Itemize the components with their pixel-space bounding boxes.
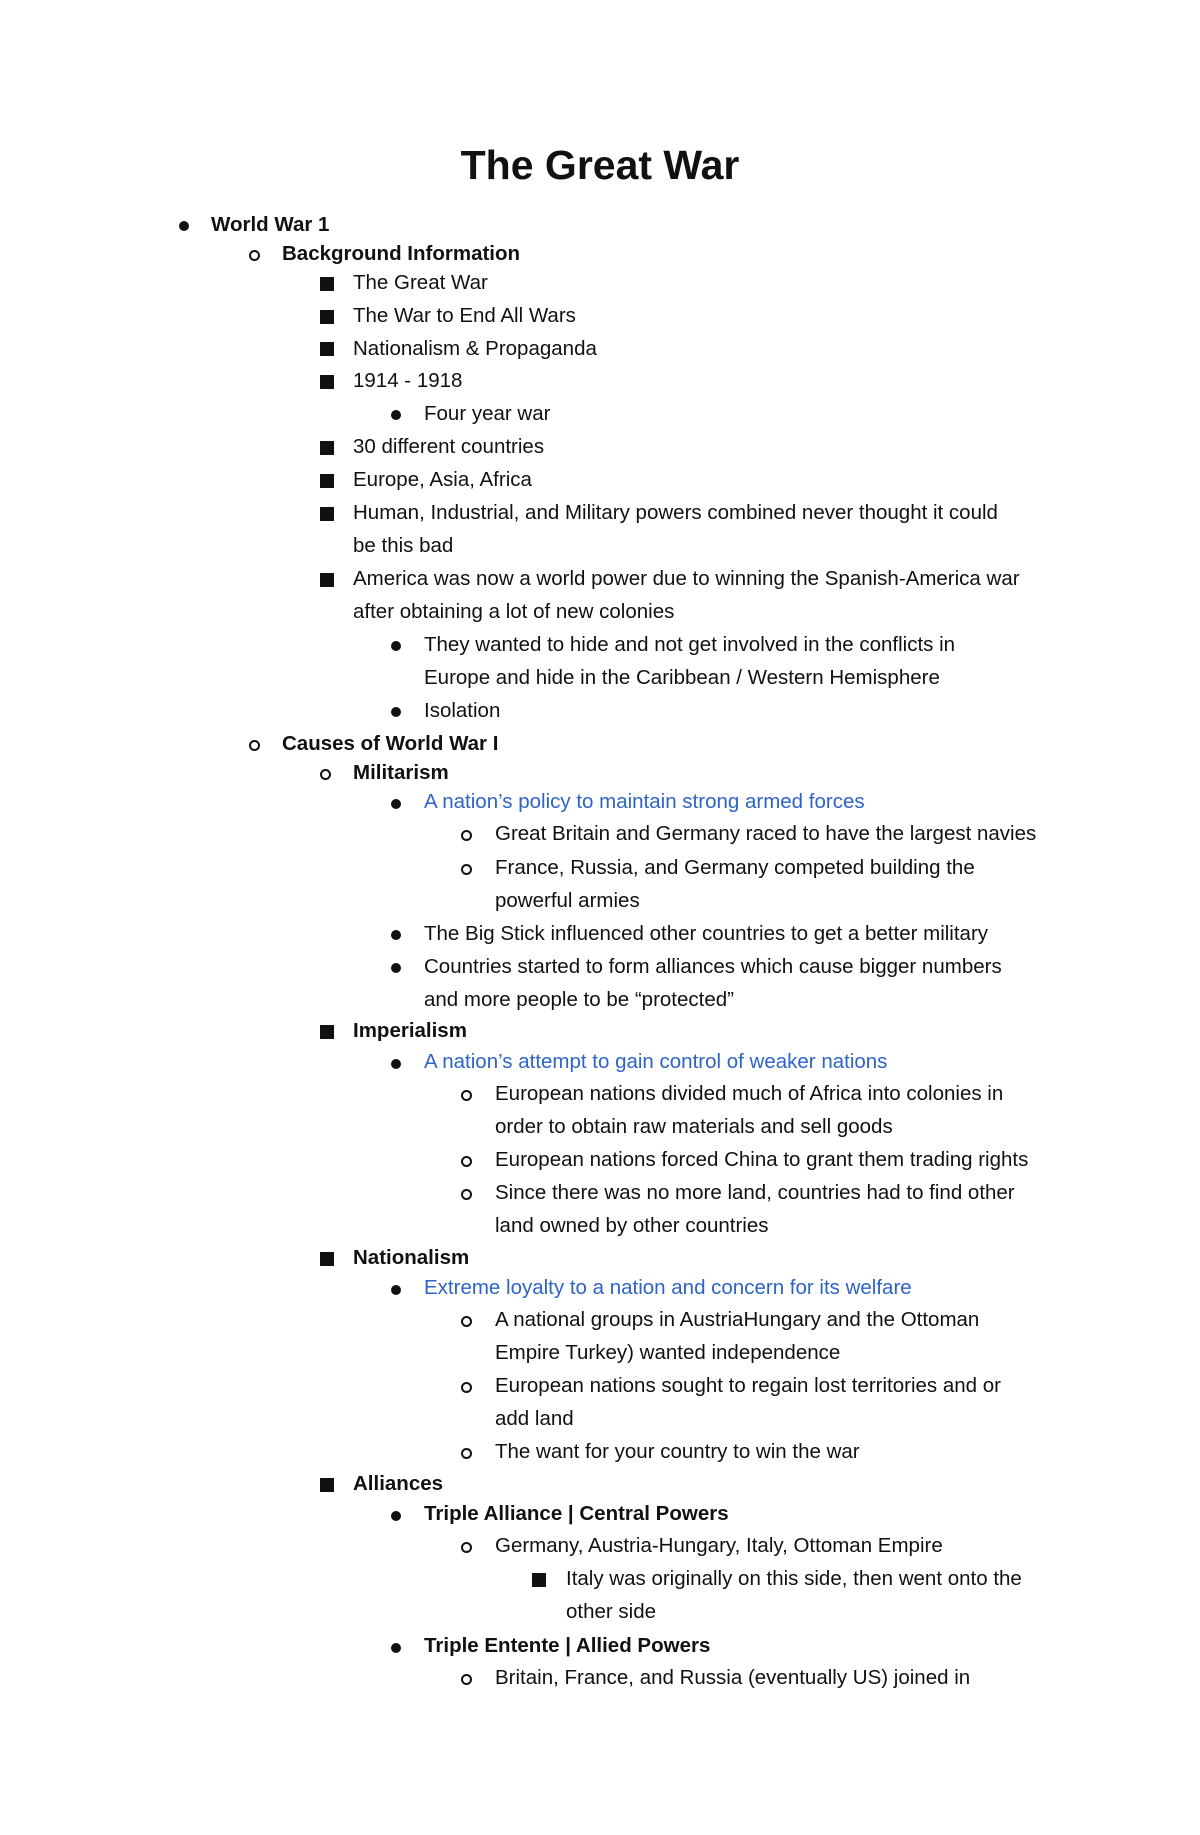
bullet-dot-icon (391, 1511, 401, 1521)
bullet-square-icon (320, 342, 334, 356)
bullet-dot-icon (391, 963, 401, 973)
outline-text: add land (495, 1407, 574, 1430)
outline-text: Nationalism (353, 1246, 470, 1269)
outline-text: Triple Alliance | Central Powers (424, 1502, 729, 1525)
outline-text: World War 1 (211, 213, 330, 236)
bullet-circle-icon (461, 1156, 472, 1167)
outline-text: Britain, France, and Russia (eventually US) joined in (495, 1666, 971, 1689)
bullet-dot-icon (391, 641, 401, 651)
outline-text: powerful armies (495, 889, 640, 912)
outline-text: be this bad (353, 534, 454, 557)
bullet-dot-icon (179, 221, 189, 231)
outline-text: Germany, Austria-Hungary, Italy, Ottoman Empire (495, 1534, 943, 1557)
outline-text: Europe and hide in the Caribbean / Western Hemisphere (424, 666, 940, 689)
outline-text: Isolation (424, 699, 501, 722)
bullet-dot-icon (391, 1643, 401, 1653)
outline-text: Triple Entente | Allied Powers (424, 1634, 711, 1657)
bullet-square-icon (320, 1252, 334, 1266)
outline-text: Alliances (353, 1472, 444, 1495)
outline-text: European nations divided much of Africa into colonies in (495, 1082, 1004, 1105)
page-title: The Great War (460, 142, 740, 188)
outline-text: Background Information (282, 242, 521, 265)
outline-text: Since there was no more land, countries had to find other (495, 1181, 1015, 1204)
bullet-dot-icon (391, 799, 401, 809)
outline-text: and more people to be “protected” (424, 988, 734, 1011)
bullet-square-icon (320, 441, 334, 455)
bullet-square-icon (532, 1573, 546, 1587)
outline-text: 30 different countries (353, 435, 545, 458)
bullet-circle-icon (461, 1542, 472, 1553)
bullet-square-icon (320, 375, 334, 389)
bullet-circle-icon (320, 769, 331, 780)
outline-text: Causes of World War I (282, 732, 499, 755)
bullet-circle-icon (461, 830, 472, 841)
bullet-circle-icon (461, 1382, 472, 1393)
outline-text: 1914 - 1918 (353, 369, 463, 392)
bullet-circle-icon (461, 1189, 472, 1200)
outline-text: The Great War (353, 271, 488, 294)
outline-text: land owned by other countries (495, 1214, 769, 1237)
bullet-square-icon (320, 474, 334, 488)
outline-text: Four year war (424, 402, 551, 425)
bullet-square-icon (320, 310, 334, 324)
outline-text: after obtaining a lot of new colonies (353, 600, 675, 623)
outline-text: Italy was originally on this side, then went onto the (566, 1567, 1022, 1590)
outline-text: The Big Stick influenced other countries to get a better military (424, 922, 989, 945)
outline-text: France, Russia, and Germany competed building the (495, 856, 975, 879)
bullet-circle-icon (249, 250, 260, 261)
bullet-square-icon (320, 1025, 334, 1039)
outline-text: European nations sought to regain lost territories and or (495, 1374, 1001, 1397)
outline-text: Human, Industrial, and Military powers combined never thought it could (353, 501, 998, 524)
outline-text: other side (566, 1600, 657, 1623)
outline-text: Countries started to form alliances which cause bigger numbers (424, 955, 1002, 978)
outline-text: Imperialism (353, 1019, 467, 1042)
bullet-dot-icon (391, 707, 401, 717)
definition-text: A nation’s attempt to gain control of weaker nations (424, 1050, 888, 1073)
bullet-circle-icon (461, 1316, 472, 1327)
bullet-dot-icon (391, 410, 401, 420)
bullet-circle-icon (461, 864, 472, 875)
bullet-square-icon (320, 573, 334, 587)
bullet-circle-icon (461, 1090, 472, 1101)
outline-text: European nations forced China to grant them trading rights (495, 1148, 1029, 1171)
outline-text: America was now a world power due to winning the Spanish-America war (353, 567, 1020, 590)
outline-text: A national groups in AustriaHungary and the Ottoman (495, 1308, 980, 1331)
outline-text: Great Britain and Germany raced to have the largest navies (495, 822, 1037, 845)
bullet-circle-icon (249, 740, 260, 751)
bullet-circle-icon (461, 1448, 472, 1459)
bullet-square-icon (320, 507, 334, 521)
bullet-dot-icon (391, 1059, 401, 1069)
bullet-dot-icon (391, 930, 401, 940)
outline-text: Militarism (353, 761, 449, 784)
outline-text: Nationalism & Propaganda (353, 337, 597, 360)
bullet-square-icon (320, 1478, 334, 1492)
outline-text: They wanted to hide and not get involved in the conflicts in (424, 633, 956, 656)
definition-text: A nation’s policy to maintain strong armed forces (424, 790, 865, 813)
bullet-dot-icon (391, 1285, 401, 1295)
outline-text: order to obtain raw materials and sell goods (495, 1115, 893, 1138)
outline-text: The want for your country to win the war (495, 1440, 860, 1463)
bullet-square-icon (320, 277, 334, 291)
definition-text: Extreme loyalty to a nation and concern for its welfare (424, 1276, 912, 1299)
outline-text: Empire Turkey) wanted independence (495, 1341, 841, 1364)
outline-text: Europe, Asia, Africa (353, 468, 532, 491)
bullet-circle-icon (461, 1674, 472, 1685)
outline-text: The War to End All Wars (353, 304, 576, 327)
